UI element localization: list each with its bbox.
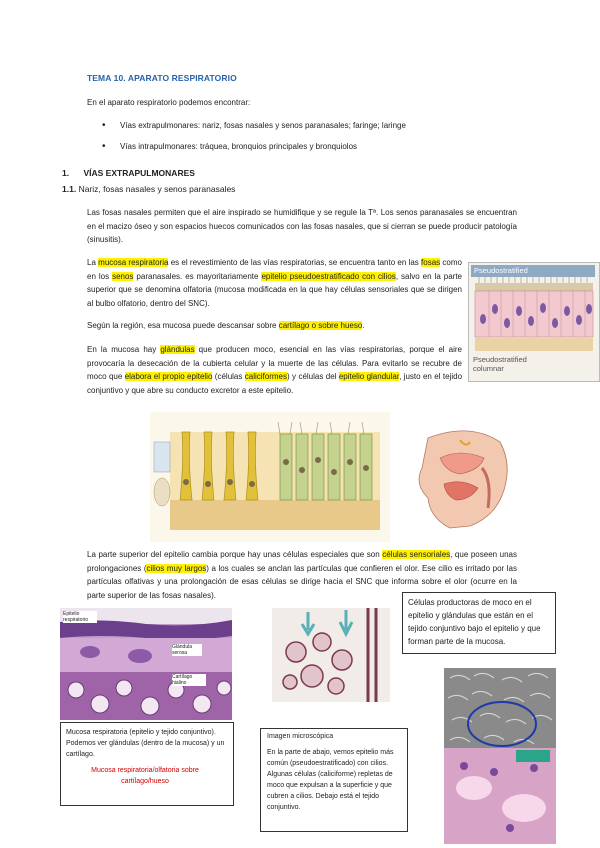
micrograph-respiratory-mucosa — [60, 608, 232, 720]
section-label: VÍAS EXTRAPULMONARES — [83, 168, 195, 178]
paragraph: Las fosas nasales permiten que el aire inspirado se humidifique y se regule la Tª. Los senos paranasales se encuentran en el macizo óseo y son espacios huecos comunicados con las fosas nasales, que si cierran se puede producir patología (sinusitis). — [87, 208, 517, 244]
caption-box-left — [60, 722, 234, 806]
paragraph: La parte superior del epitelio cambia porque hay unas células especiales que son células sensoriales, que poseen unas prolongaciones (cilios muy largos) a los cuales se anclan las partículas que confieren el olor. Ese cilio es irritado por las partículas olfativas y una prolongación de esas células se dirige hacia el SNC que informa sobre el olor (ocurre en la parte superior de las fosas nasales). — [87, 550, 517, 600]
micrograph-glands — [272, 608, 390, 702]
subsection-number: 1.1. — [62, 184, 77, 194]
histology-image — [60, 608, 232, 720]
highlight: glándulas — [160, 345, 195, 354]
intro-text: En el aparato respiratorio podemos encontrar: — [87, 98, 251, 107]
caption-mid-heading: Imagen microscópica — [267, 733, 334, 740]
highlight: células sensoriales — [382, 550, 451, 559]
highlight: senos — [112, 271, 134, 281]
highlight: cartílago o sobre hueso — [278, 321, 363, 330]
paragraph: En la mucosa hay glándulas que producen moco, esencial en las vías respiratorias, porque el aire provocaría la desecación de la cubierta celular y la muerte de las células. Para evitarlo se recubre de moco que elabora el propio epitelio (células caliciformes) y células del epitelio glandular, justo en el tejido conjuntivo y que abre su conducto excretor a este epitelio. — [87, 345, 463, 395]
pseudostratified-figure — [468, 262, 600, 382]
caption-mid-text: En la parte de abajo, vemos epitelio más común (pseudoestratificado) con cilios. Algunas células (caliciforme) repletas de moco que expulsan a la superficie y que cubren a cilios. Debajo está el tejido conjuntivo. — [267, 749, 394, 811]
bullet-item: • Vías extrapulmonares: nariz, fosas nasales y senos paranasales; faringe; laringe — [102, 121, 522, 130]
micro-label-glandula: Glándula serosa — [172, 644, 202, 656]
caption-box-middle — [260, 728, 408, 832]
micro-label-epitelio: Epitelio respiratorio — [63, 611, 97, 623]
micro-label-cartilago: Cartílago hialino — [172, 674, 206, 686]
cilia-image — [444, 668, 556, 844]
head-sagittal-illustration — [400, 418, 525, 533]
olfactory-cells-drawing — [150, 412, 390, 542]
head-drawing — [400, 418, 525, 533]
highlight: cilios muy largos — [146, 563, 207, 573]
bullet-item: • Vías intrapulmonares: tráquea, bronquios principales y bronquiolos — [102, 142, 522, 151]
subsection-label: Nariz, fosas nasales y senos paranasales — [78, 184, 236, 194]
figure-label-top: Pseudostratified — [471, 265, 595, 277]
micrograph-cilia — [444, 668, 556, 844]
page-title: TEMA 10. APARATO RESPIRATORIO — [87, 73, 237, 83]
bullet-list — [102, 121, 522, 151]
caption-box-right: Células productoras de moco en el epitelio y glándulas que están en el tejido conjuntivo bajo el epitelio y que forman parte de la mucosa. — [402, 592, 556, 654]
olfactory-epithelium-illustration — [150, 412, 390, 542]
highlight: epitelio pseudoestratificado con cilios — [261, 271, 396, 281]
paragraph: Según la región, esa mucosa puede descansar sobre cartílago o sobre hueso. — [87, 321, 365, 330]
section-number: 1. — [62, 168, 70, 178]
caption-left-red: Mucosa respiratoria/olfatoria sobre cartílago/hueso — [91, 767, 199, 785]
highlight: caliciformes — [244, 372, 287, 381]
figure-label-bottom: Pseudostratified columnar — [473, 355, 527, 373]
section-heading — [62, 168, 195, 178]
caption-left-text: Mucosa respiratoria (epitelio y tejido conjuntivo). Podemos ver glándulas (dentro de la mucosa) y un cartílago. — [66, 729, 225, 758]
glands-image — [272, 608, 390, 702]
highlight: mucosa respiratoria — [98, 258, 169, 267]
paragraph: La mucosa respiratoria es el revestimiento de las vías respiratorias, se encuentra tanto en las fosas como en los senos paranasales. es mayoritariamente epitelio pseudoestratificado con cilios, salvo en la parte superior que se denomina olfatoria (mucosa modificada en la que hay células sensoriales que se dirigen al bulbo olfatorio, dentro del SNC). — [87, 258, 462, 308]
highlight: elabora el propio epitelio — [124, 372, 213, 381]
subsection-heading — [62, 184, 235, 194]
highlight: epitelio glandular — [338, 372, 400, 381]
highlight: fosas — [421, 258, 441, 267]
